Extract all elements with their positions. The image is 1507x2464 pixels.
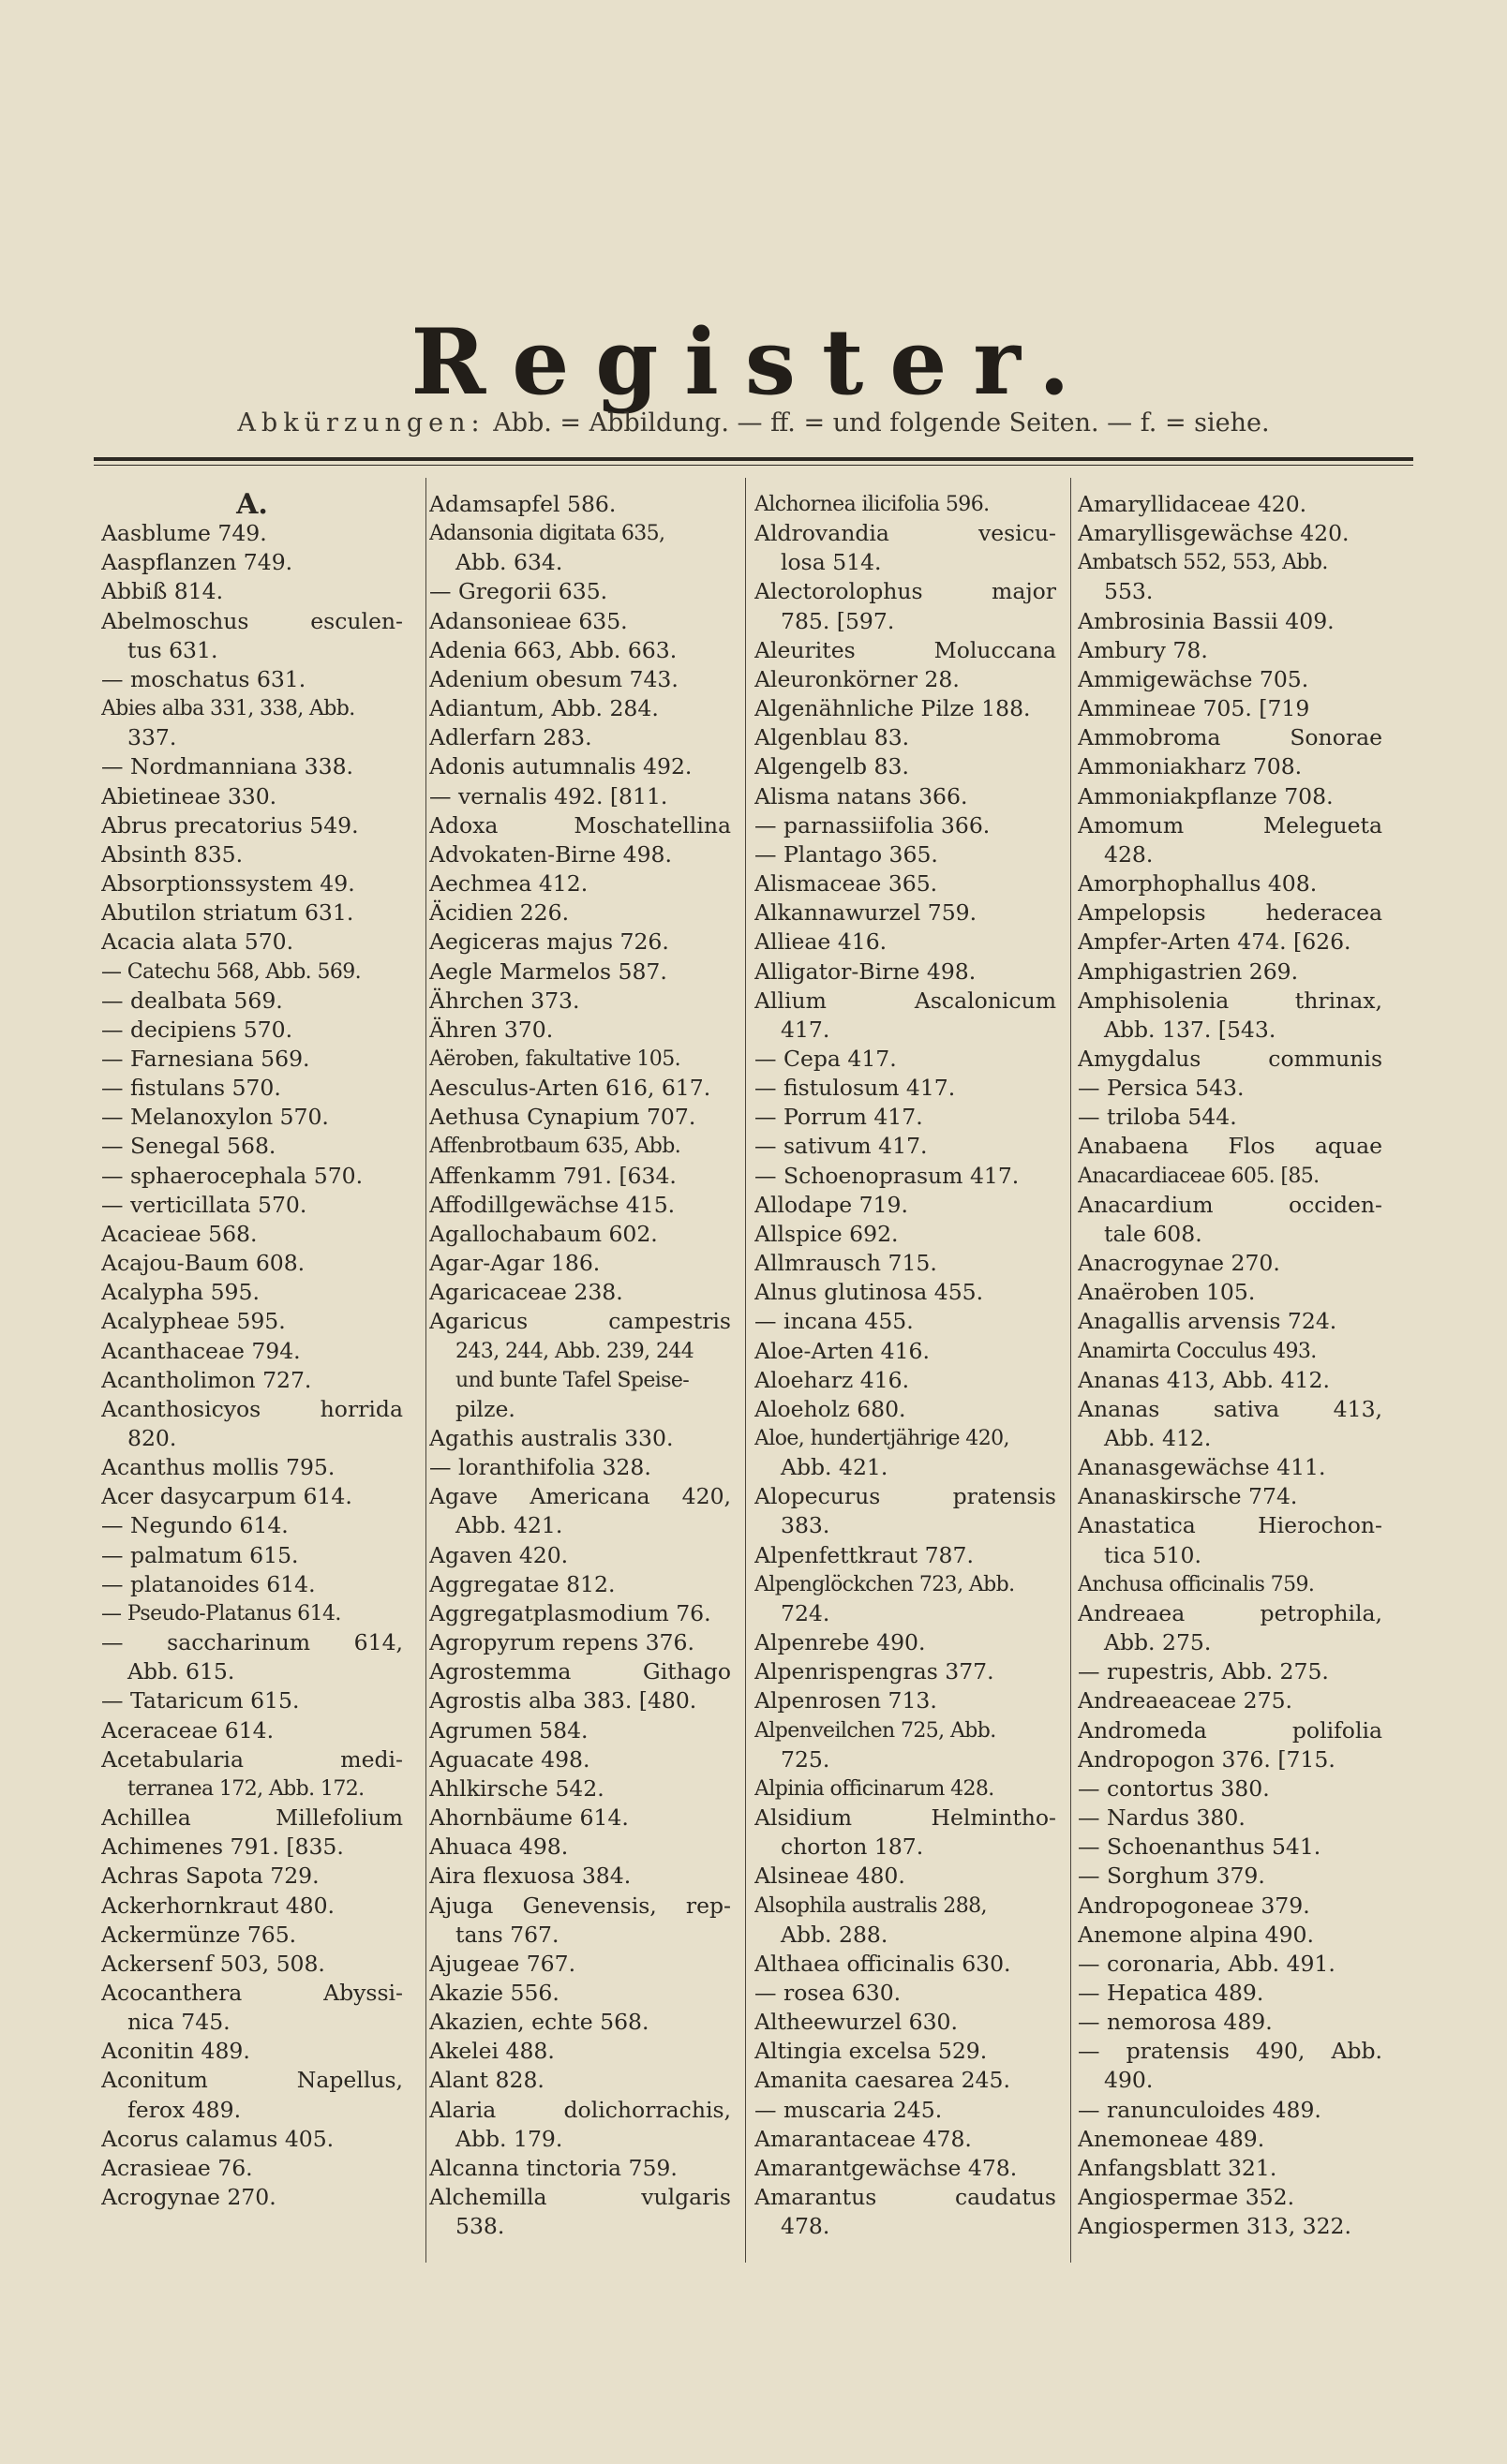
index-entry: Agropyrum repens 376. (429, 1629, 694, 1656)
index-entry: Affenkamm 791. [634. (429, 1162, 677, 1189)
index-entry: Abietineae 330. (101, 782, 277, 809)
index-entry: terranea 172, Abb. 172. (127, 1776, 365, 1801)
index-entry: Abb. 421. (781, 1454, 888, 1481)
index-entry: Alpenfettkraut 787. (754, 1541, 974, 1568)
index-entry: Alpenglöckchen 723, Abb. (754, 1572, 1015, 1596)
index-entry: — Sorghum 379. (1078, 1863, 1265, 1890)
index-entry: Altheewurzel 630. (754, 2009, 958, 2036)
index-entry: — dealbata 569. (101, 987, 283, 1014)
index-entry: Amomum Melegueta (1078, 811, 1382, 839)
index-entry: Ackersenf 503, 508. (101, 1950, 325, 1977)
index-entry: — Nordmanniana 338. (101, 753, 353, 780)
index-entry: Aegiceras majus 726. (429, 928, 669, 956)
index-entry: Adoxa Moschatellina (429, 811, 731, 839)
index-entry: Acrogynae 270. (101, 2184, 276, 2211)
index-entry: Adenia 663, Abb. 663. (429, 636, 678, 663)
index-entry: Algenähnliche Pilze 188. (754, 695, 1031, 722)
index-entry: Agaven 420. (429, 1541, 569, 1568)
index-entry: — Pseudo-Platanus 614. (101, 1601, 341, 1625)
index-entry: 417. (781, 1016, 830, 1043)
index-entry: — palmatum 615. (101, 1541, 299, 1568)
abbreviations-label: Abkürzungen: (237, 408, 485, 438)
index-entry: — Catechu 568, Abb. 569. (101, 959, 362, 984)
index-entry: Alsidium Helmintho- (754, 1804, 1056, 1832)
index-entry: Allodape 719. (754, 1191, 908, 1218)
index-entry: Adenium obesum 743. (429, 665, 679, 692)
index-entry: — decipiens 570. (101, 1016, 293, 1043)
index-entry: Acacia alata 570. (101, 928, 294, 956)
index-entry: Achillea Millefolium (101, 1804, 403, 1832)
index-entry: Abb. 421. (455, 1512, 563, 1539)
index-entry: 724. (781, 1599, 830, 1626)
index-entry: Abies alba 331, 338, Abb. (101, 697, 355, 721)
index-entry: Abbiß 814. (101, 578, 224, 605)
index-entry: Aggregatplasmodium 76. (429, 1599, 711, 1626)
index-entry: chorton 187. (781, 1833, 924, 1861)
index-column (429, 490, 731, 2241)
index-entry: — Schoenanthus 541. (1078, 1833, 1321, 1861)
index-entry: — fistulosum 417. (754, 1075, 956, 1102)
index-entry: Ambury 78. (1078, 636, 1208, 663)
index-entry: Alpenrosen 713. (754, 1687, 937, 1714)
index-entry: Absinth 835. (101, 840, 244, 868)
section-letter: A. (236, 490, 268, 520)
index-entry: Ackermünze 765. (101, 1921, 297, 1948)
index-entry: Algenblau 83. (754, 724, 910, 751)
index-entry: Allium Ascalonicum (754, 987, 1056, 1014)
index-entry: Ährchen 373. (429, 987, 580, 1014)
index-entry: — pratensis 490, Abb. (1078, 2038, 1382, 2065)
index-entry: Alisma natans 366. (754, 782, 968, 809)
index-entry: Ahornbäume 614. (429, 1804, 629, 1832)
index-entry: Absorptionssystem 49. (101, 870, 355, 898)
index-entry: Äcidien 226. (429, 899, 570, 927)
index-entry: Alpenrispengras 377. (754, 1658, 994, 1685)
index-entry: Anacardium occiden- (1078, 1191, 1382, 1218)
index-entry: 725. (781, 1745, 830, 1773)
index-entry: Alismaceae 365. (754, 870, 938, 898)
index-entry: — parnassiifolia 366. (754, 811, 991, 839)
index-entry: — vernalis 492. [811. (429, 782, 668, 809)
index-entry: Akelei 488. (429, 2038, 555, 2065)
index-entry: Andropogon 376. [715. (1078, 1745, 1335, 1773)
index-entry: 383. (781, 1512, 830, 1539)
index-entry: Aloe-Arten 416. (754, 1337, 930, 1364)
index-entry: — Negundo 614. (101, 1512, 289, 1539)
index-entry: Abutilon striatum 631. (101, 899, 354, 927)
index-entry: Abb. 412. (1104, 1425, 1212, 1451)
index-entry: Ananas sativa 413, (1078, 1395, 1382, 1422)
index-entry: Adlerfarn 283. (429, 724, 592, 751)
index-entry: Amphisolenia thrinax, (1078, 987, 1382, 1014)
index-entry: Andreaeaceae 275. (1078, 1687, 1292, 1714)
index-entry: Aesculus-Arten 616, 617. (429, 1075, 711, 1102)
index-entry: tale 608. (1104, 1220, 1202, 1247)
index-entry: Agaricaceae 238. (429, 1279, 623, 1306)
index-entry: Acer dasycarpum 614. (101, 1483, 352, 1510)
index-entry: Agar-Agar 186. (429, 1250, 601, 1277)
abbreviations-text: Abb. = Abbildung. — ff. = und folgende Seiten. — f. = siehe. (493, 408, 1270, 438)
index-entry: Akazien, echte 568. (429, 2009, 649, 2036)
index-entry: Alopecurus pratensis (754, 1483, 1056, 1510)
index-entry: Altingia excelsa 529. (754, 2038, 988, 2065)
index-entry: Aleuronkörner 28. (754, 665, 960, 692)
index-entry: Amphigastrien 269. (1078, 957, 1299, 985)
index-entry: Agrostemma Githago (429, 1658, 731, 1685)
index-entry: Amaryllidaceae 420. (1078, 491, 1307, 517)
index-entry: Angiospermen 313, 322. (1078, 2213, 1351, 2240)
index-entry: — loranthifolia 328. (429, 1454, 651, 1481)
column-divider (425, 478, 426, 2263)
index-entry: tica 510. (1104, 1541, 1201, 1568)
index-entry: Ackerhornkraut 480. (101, 1892, 336, 1919)
index-entry: Agathis australis 330. (429, 1425, 674, 1451)
index-entry: Alpenveilchen 725, Abb. (754, 1718, 996, 1743)
index-entry: Ananaskirsche 774. (1078, 1483, 1298, 1510)
index-column (101, 490, 403, 2212)
index-entry: Acantholimon 727. (101, 1366, 312, 1393)
index-entry: Agaricus campestris (429, 1308, 731, 1335)
index-entry: Allmrausch 715. (754, 1250, 937, 1277)
index-entry: Ajuga Genevensis, rep- (429, 1892, 731, 1919)
index-entry: Agrumen 584. (429, 1716, 589, 1744)
index-entry: Ahlkirsche 542. (429, 1774, 604, 1802)
index-entry: Ananas 413, Abb. 412. (1078, 1366, 1330, 1393)
index-entry: Acocanthera Abyssi- (101, 1979, 403, 2006)
index-entry: Abb. 179. (455, 2125, 563, 2152)
index-entry: Angiospermae 352. (1078, 2184, 1295, 2211)
index-entry: — Cepa 417. (754, 1045, 897, 1072)
index-column (754, 490, 1056, 2241)
index-entry: 820. (127, 1425, 177, 1451)
index-entry: Abb. 288. (781, 1921, 888, 1948)
index-entry: — nemorosa 489. (1078, 2009, 1273, 2036)
index-entry: pilze. (455, 1395, 515, 1422)
index-entry: Achras Sapota 729. (101, 1863, 320, 1890)
index-entry: Adamsapfel 586. (429, 491, 617, 517)
index-entry: Amanita caesarea 245. (754, 2067, 1010, 2094)
index-entry: Aethusa Cynapium 707. (429, 1104, 696, 1131)
index-entry: 553. (1104, 578, 1154, 605)
index-entry: Anastatica Hierochon- (1078, 1512, 1382, 1539)
index-entry: — Plantago 365. (754, 840, 938, 868)
index-entry: Aleurites Moluccana (754, 636, 1056, 663)
index-entry: — triloba 544. (1078, 1104, 1237, 1131)
index-entry: — rosea 630. (754, 1979, 902, 2006)
index-entry: Ampfer-Arten 474. [626. (1078, 928, 1351, 956)
index-entry: — Hepatica 489. (1078, 1979, 1264, 2006)
index-entry: — Persica 543. (1078, 1075, 1245, 1102)
index-entry: Alectorolophus major (754, 578, 1056, 605)
abbreviations-line (0, 408, 1507, 438)
index-entry: Aaspflanzen 749. (101, 549, 293, 576)
index-entry: Alsophila australis 288, (754, 1893, 987, 1918)
index-entry: Acetabularia medi- (101, 1745, 403, 1773)
header-rule-thick (94, 457, 1413, 461)
index-entry: Aggregatae 812. (429, 1570, 616, 1597)
index-entry: Amarantaceae 478. (754, 2125, 972, 2152)
index-entry: — fistulans 570. (101, 1075, 281, 1102)
index-entry: Anacrogynae 270. (1078, 1250, 1280, 1277)
index-entry: Aasblume 749. (101, 520, 267, 547)
index-entry: Abrus precatorius 549. (101, 811, 359, 839)
index-entry: Ananasgewächse 411. (1078, 1454, 1326, 1481)
index-entry: 243, 244, Abb. 239, 244 (455, 1339, 694, 1363)
index-entry: Aconitum Napellus, (101, 2067, 403, 2094)
index-entry: Achimenes 791. [835. (101, 1833, 344, 1861)
index-entry: — coronaria, Abb. 491. (1078, 1950, 1335, 1977)
index-entry: Ambatsch 552, 553, Abb. (1078, 551, 1328, 575)
index-entry: Acacieae 568. (101, 1220, 258, 1247)
index-entry: Alnus glutinosa 455. (754, 1279, 984, 1306)
index-entry: — Melanoxylon 570. (101, 1104, 329, 1131)
index-entry: — Tataricum 615. (101, 1687, 300, 1714)
index-entry: ferox 489. (127, 2096, 242, 2123)
index-entry: Affenbrotbaum 635, Abb. (429, 1135, 681, 1159)
index-entry: 428. (1104, 840, 1154, 868)
index-entry: Anabaena Flos aquae (1078, 1133, 1382, 1160)
index-entry: Abb. 615. (127, 1658, 235, 1685)
index-entry: tans 767. (455, 1921, 560, 1948)
index-entry: Andropogoneae 379. (1078, 1892, 1310, 1919)
index-entry: Affodillgewächse 415. (429, 1191, 676, 1218)
header-rule-thin (94, 465, 1413, 466)
index-entry: — Porrum 417. (754, 1104, 923, 1131)
index-entry: Agallochabaum 602. (429, 1220, 658, 1247)
index-entry: — verticillata 570. (101, 1191, 307, 1218)
index-entry: Alsineae 480. (754, 1863, 905, 1890)
index-entry: Anfangsblatt 321. (1078, 2154, 1277, 2181)
index-entry: Acorus calamus 405. (101, 2125, 335, 2152)
index-entry: Abb. 137. [543. (1104, 1016, 1276, 1043)
index-entry: — ranunculoides 489. (1078, 2096, 1321, 2123)
index-entry: Acanthosicyos horrida (101, 1395, 403, 1422)
index-entry: Advokaten-Birne 498. (429, 840, 672, 868)
index-entry: — moschatus 631. (101, 665, 306, 692)
index-entry: Aëroben, fakultative 105. (429, 1046, 680, 1071)
index-entry: Ahuaca 498. (429, 1833, 569, 1861)
index-entry: Aconitin 489. (101, 2038, 250, 2065)
index-entry: Aloeholz 680. (754, 1395, 906, 1422)
index-entry: Anamirta Cocculus 493. (1078, 1339, 1317, 1363)
index-entry: Aloeharz 416. (754, 1366, 910, 1393)
index-entry: Ammobroma Sonorae (1078, 724, 1382, 751)
index-entry: Alant 828. (429, 2067, 545, 2094)
index-entry: Adansonieae 635. (429, 607, 628, 634)
index-entry: Ammoniakpflanze 708. (1078, 782, 1334, 809)
index-entry: Aceraceae 614. (101, 1716, 275, 1744)
index-entry: nica 745. (127, 2009, 231, 2036)
index-entry: Aechmea 412. (429, 870, 589, 898)
index-entry: 478. (781, 2213, 830, 2240)
index-entry: Amorphophallus 408. (1078, 870, 1318, 898)
index-entry: Agave Americana 420, (429, 1483, 731, 1510)
index-entry: — Senegal 568. (101, 1133, 276, 1160)
index-entry: Acajou-Baum 608. (101, 1250, 306, 1277)
index-entry: — Gregorii 635. (429, 578, 608, 605)
index-entry: Anemone alpina 490. (1078, 1921, 1314, 1948)
index-entry: — Farnesiana 569. (101, 1045, 310, 1072)
index-entry: Aloe, hundertjährige 420, (754, 1427, 1009, 1450)
index-entry: Ammoniakharz 708. (1078, 753, 1303, 780)
index-entry: Abb. 275. (1104, 1629, 1212, 1656)
index-entry: Alpinia officinarum 428. (754, 1776, 994, 1801)
index-entry: Ajugeae 767. (429, 1950, 576, 1977)
index-entry: Althaea officinalis 630. (754, 1950, 1011, 1977)
index-entry: Aguacate 498. (429, 1745, 590, 1773)
index-entry: Akazie 556. (429, 1979, 560, 2006)
index-entry: Alaria dolichorrachis, (429, 2096, 731, 2123)
index-entry: 785. [597. (781, 607, 895, 634)
column-divider (1070, 478, 1071, 2263)
index-entry: Amarantgewächse 478. (754, 2154, 1018, 2181)
index-entry: tus 631. (127, 636, 218, 663)
index-entry: Ähren 370. (429, 1016, 554, 1043)
index-entry: Agrostis alba 383. [480. (429, 1687, 697, 1714)
index-entry: — platanoides 614. (101, 1570, 316, 1597)
index-entry: Acanthaceae 794. (101, 1337, 301, 1364)
index-entry: Andromeda polifolia (1078, 1716, 1382, 1744)
index-entry: Alcanna tinctoria 759. (429, 2154, 678, 2181)
index-entry: Allieae 416. (754, 928, 888, 956)
index-entry: Anagallis arvensis 724. (1078, 1308, 1337, 1335)
index-entry: Amaryllisgewächse 420. (1078, 520, 1350, 547)
index-entry: Anchusa officinalis 759. (1078, 1572, 1315, 1596)
index-entry: 490. (1104, 2067, 1154, 2094)
index-entry: Acalypha 595. (101, 1279, 260, 1306)
index-entry: Ampelopsis hederacea (1078, 899, 1382, 927)
index-entry: Abb. 634. (455, 549, 563, 576)
index-entry: Aira flexuosa 384. (429, 1863, 632, 1890)
index-entry: Ambrosinia Bassii 409. (1078, 607, 1335, 634)
index-entry: — sphaerocephala 570. (101, 1162, 364, 1189)
index-entry: Anemoneae 489. (1078, 2125, 1265, 2152)
index-entry: Aegle Marmelos 587. (429, 957, 667, 985)
index-entry: — saccharinum 614, (101, 1629, 403, 1656)
index-entry: Aldrovandia vesicu- (754, 520, 1056, 547)
index-entry: — Nardus 380. (1078, 1804, 1246, 1832)
column-divider (745, 478, 746, 2263)
index-entry: Amarantus caudatus (754, 2184, 1056, 2211)
index-entry: — sativum 417. (754, 1133, 928, 1160)
index-entry: 538. (455, 2213, 505, 2240)
index-entry: — Schoenoprasum 417. (754, 1162, 1020, 1189)
index-entry: Alchornea ilicifolia 596. (754, 493, 990, 516)
index-entry: Ammineae 705. [719 (1078, 695, 1310, 722)
index-entry: Anacardiaceae 605. [85. (1078, 1164, 1320, 1188)
index-entry: — incana 455. (754, 1308, 914, 1335)
index-column (1078, 490, 1382, 2241)
index-entry: Allspice 692. (754, 1220, 899, 1247)
index-entry: und bunte Tafel Speise- (455, 1368, 690, 1392)
index-entry: Abelmoschus esculen- (101, 607, 403, 634)
index-entry: — muscaria 245. (754, 2096, 943, 2123)
index-entry: Alkannawurzel 759. (754, 899, 977, 927)
index-entry: — rupestris, Abb. 275. (1078, 1658, 1329, 1685)
index-entry: Ammigewächse 705. (1078, 665, 1309, 692)
index-entry: Amygdalus communis (1078, 1045, 1382, 1072)
index-entry: Acrasieae 76. (101, 2154, 253, 2181)
index-entry: Alpenrebe 490. (754, 1629, 926, 1656)
index-entry: Acalypheae 595. (101, 1308, 286, 1335)
index-entry: Algengelb 83. (754, 753, 909, 780)
index-entry: 337. (127, 724, 177, 751)
index-entry: Alchemilla vulgaris (429, 2184, 731, 2211)
index-entry: Andreaea petrophila, (1078, 1599, 1382, 1626)
index-entry: Acanthus mollis 795. (101, 1454, 336, 1481)
page-title: Register. (410, 309, 1097, 415)
index-entry: Adonis autumnalis 492. (429, 753, 693, 780)
index-entry: Adansonia digitata 635, (429, 522, 665, 546)
index-entry: Anaëroben 105. (1078, 1279, 1256, 1306)
index-entry: losa 514. (781, 549, 882, 576)
index-entry: — contortus 380. (1078, 1774, 1270, 1802)
index-entry: Alligator-Birne 498. (754, 957, 977, 985)
index-entry: Adiantum, Abb. 284. (429, 695, 659, 722)
